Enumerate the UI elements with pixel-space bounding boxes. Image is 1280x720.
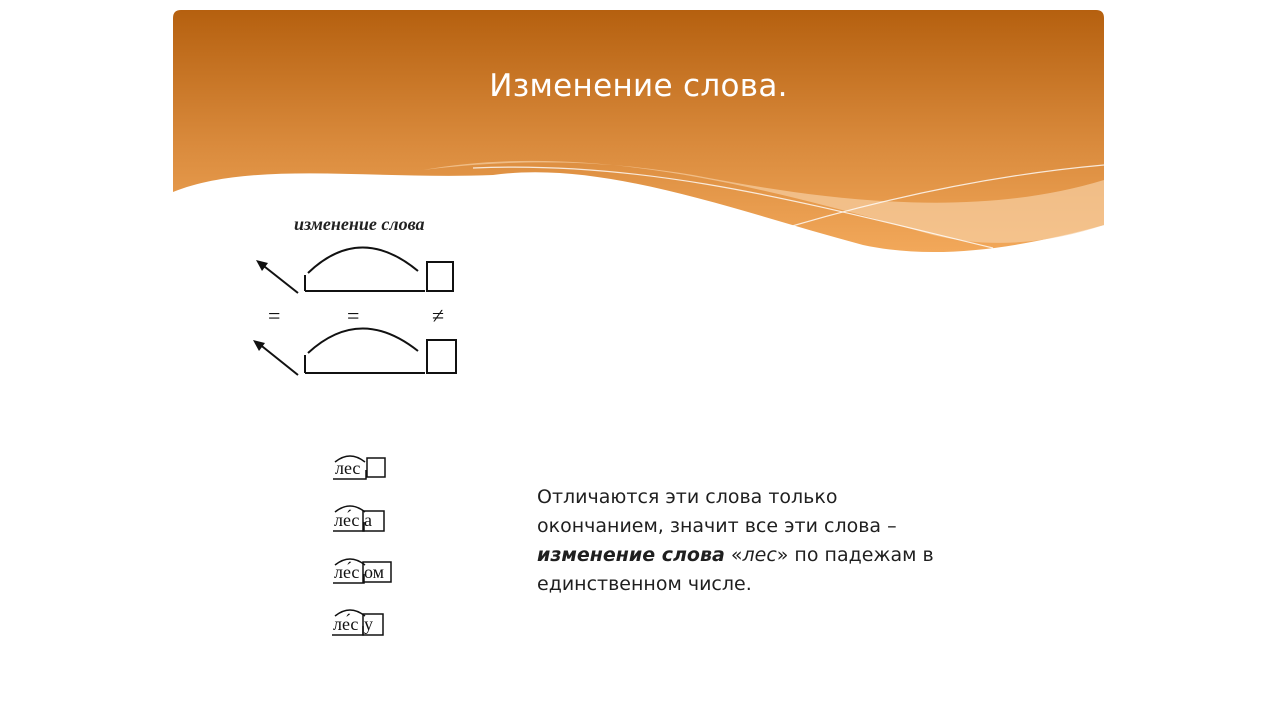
ending-box: [427, 340, 456, 373]
ending-box: [427, 262, 453, 291]
word-ending: а: [364, 510, 372, 530]
equal-sign: =: [347, 303, 360, 328]
word-forms-list: [320, 448, 410, 648]
word-ending: ом: [364, 562, 385, 582]
word-stem: лес: [335, 458, 361, 478]
diagram-caption: изменение слова: [294, 214, 425, 234]
not-equal-sign: ≠: [432, 303, 445, 328]
prefix-arrow-icon: [258, 343, 298, 375]
word-stem: ле́с: [334, 562, 360, 582]
slide-title: Изменение слова.: [489, 68, 788, 104]
word-form: [332, 610, 383, 635]
paragraph-text: » по падежам в единственном числе.: [537, 544, 934, 595]
word-stem: ле́с: [333, 614, 359, 634]
paragraph-example-word: лес: [742, 544, 777, 566]
stem-bracket: [305, 275, 425, 291]
root-arc: [308, 247, 418, 273]
word-ending: у: [364, 614, 373, 634]
prefix-arrow-icon: [260, 263, 298, 293]
word-stem: ле́с: [334, 510, 360, 530]
word-form: [333, 456, 385, 479]
paragraph-term: изменение слова: [537, 544, 725, 566]
word-form: [333, 559, 391, 583]
paragraph-text: «: [724, 544, 743, 566]
stem-bracket: [305, 355, 425, 373]
paragraph-text: Отличаются эти слова только окончанием, значит все эти слова –: [537, 486, 897, 537]
word-change-diagram: [250, 205, 470, 385]
equal-sign: =: [268, 303, 281, 328]
root-arc: [308, 328, 418, 353]
explanation-paragraph: [537, 483, 947, 599]
word-form: [333, 506, 384, 531]
